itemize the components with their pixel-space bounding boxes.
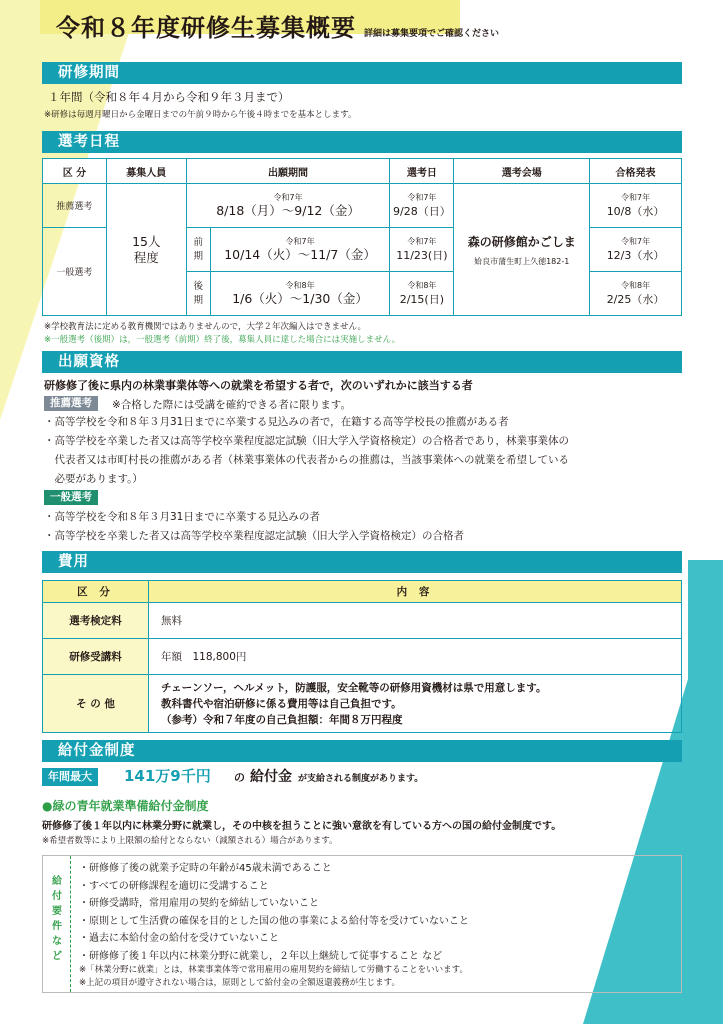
- section-heading-qualification: 出願資格: [42, 351, 682, 373]
- fees-label: 研修受講料: [43, 639, 149, 675]
- period-line: １年間（令和８年４月から令和９年３月まで）: [48, 90, 290, 104]
- first-period-year: 令和7年: [285, 236, 315, 246]
- first-term-char1: 前: [193, 236, 203, 248]
- th-category: 区 分: [43, 159, 107, 184]
- fees-th-content: 内 容: [149, 581, 682, 603]
- benefit-subheading: ●緑の青年就業準備給付金制度: [42, 799, 209, 813]
- fees-table: [42, 580, 682, 733]
- fees-label: そ の 他: [43, 675, 149, 733]
- second-result-cell: [590, 272, 682, 316]
- first-exam-year: 令和7年: [407, 236, 437, 246]
- general-item-1: ・高等学校を令和８年３月31日までに卒業する見込みの者: [44, 511, 320, 523]
- capacity-suffix: 程度: [133, 249, 159, 265]
- fees-value: 無料: [149, 603, 682, 639]
- recommend-item-2b: 代表者又は市町村長の推薦がある者（林業事業体の代表者からの推薦は，当該事業体への就業を希望している: [44, 454, 569, 466]
- side-char: 給: [52, 876, 62, 887]
- rec-result-cell: [590, 184, 682, 228]
- page-title: 令和８年度研修生募集概要: [56, 14, 356, 42]
- capacity-cell: [106, 184, 186, 316]
- second-term-char1: 後: [193, 280, 203, 292]
- rec-exam-year: 令和7年: [407, 192, 437, 202]
- benefit-of: の: [234, 771, 245, 784]
- fees-other-line-3: （参考）令和７年度の自己負担額：年間８万円程度: [161, 713, 403, 726]
- second-period-cell: [210, 272, 390, 316]
- requirement-note-1: ※「林業分野に就業」とは，林業事業体等で常用雇用の雇用契約を締結して労働することをいいます。: [79, 965, 468, 975]
- recommend-item-2: ・高等学校を卒業した者又は高等学校卒業程度認定試験（旧大学入学資格検定）の合格者であり，林業事業体の: [44, 435, 569, 447]
- requirement-item: ・原則として生活費の確保を目的とした国の他の事業による給付等を受けていないこと: [79, 915, 469, 927]
- requirements-notes: [79, 964, 468, 990]
- side-char: な: [52, 936, 62, 947]
- second-period: 1/6（火）〜1/30（金）: [232, 290, 368, 306]
- side-char: 件: [52, 921, 62, 932]
- decor-teal-strip: [688, 560, 723, 1024]
- fees-th-category: 区 分: [43, 581, 149, 603]
- requirements-side-label: [43, 856, 71, 992]
- venue-cell: [454, 184, 590, 316]
- section-heading-benefit: 給付金制度: [42, 740, 682, 762]
- venue-name: 森の研修館かごしま: [467, 234, 576, 249]
- row-label-recommend: 推薦選考: [43, 184, 107, 228]
- schedule-header-row: [43, 159, 682, 184]
- schedule-row-recommend: [43, 184, 682, 228]
- fees-row: [43, 639, 682, 675]
- second-result-year: 令和8年: [621, 280, 651, 290]
- row-label-general: 一般選考: [43, 228, 107, 316]
- requirement-item: ・研修修了後１年以内に林業分野に就業し，２年以上継続して従事すること など: [79, 950, 443, 962]
- general-badge: 一般選考: [44, 490, 98, 505]
- side-char: 要: [52, 906, 62, 917]
- section-heading-period: 研修期間: [42, 62, 682, 84]
- requirement-item: ・研修受講時，常用雇用の契約を締結していないこと: [79, 898, 319, 909]
- fees-row: [43, 675, 682, 733]
- requirements-list: [79, 860, 469, 965]
- capacity: 15人: [132, 233, 161, 249]
- rec-period: 8/18（月）〜9/12（金）: [216, 202, 360, 218]
- recommend-item-2c: 必要があります。）: [44, 473, 143, 485]
- th-result: 合格発表: [590, 159, 682, 184]
- general-item-2: ・高等学校を卒業した者又は高等学校卒業程度認定試験（旧大学入学資格検定）の合格者: [44, 530, 464, 542]
- period-note: ※研修は毎週月曜日から金曜日までの午前９時から午後４時までを基本とします。: [44, 110, 357, 120]
- rec-period-cell: [186, 184, 390, 228]
- th-venue: 選考会場: [454, 159, 590, 184]
- requirements-box: [42, 855, 682, 993]
- first-result: 12/3（水）: [606, 248, 665, 262]
- first-exam: 11/23(日): [396, 248, 448, 262]
- first-term-char2: 期: [193, 250, 203, 262]
- fees-other-line-1: チェーンソー，ヘルメット，防護服，安全靴等の研修用資機材は県で用意します。: [161, 681, 547, 694]
- second-term-char2: 期: [193, 294, 203, 306]
- recommend-item-1: ・高等学校を令和８年３月31日までに卒業する見込みの者で，在籍する高等学校長の推薦がある者: [44, 416, 509, 428]
- second-exam-cell: [390, 272, 454, 316]
- requirement-note-2: ※上記の項目が遵守されない場合は，原則として給付金の全額返還義務が生じます。: [79, 978, 400, 988]
- benefit-kyufu: 給付金: [250, 769, 292, 785]
- side-char: ど: [52, 951, 62, 962]
- fees-value: 年額 118,800円: [149, 639, 682, 675]
- first-exam-cell: [390, 228, 454, 272]
- second-result: 2/25（水）: [606, 292, 665, 306]
- section-heading-schedule: 選考日程: [42, 131, 682, 153]
- fees-other-line-2: 教科書代や宿泊研修に係る費用等は自己負担です。: [161, 697, 402, 710]
- rec-exam: 9/28（日）: [393, 204, 451, 218]
- side-char: 付: [52, 891, 62, 902]
- qualification-lead: 研修修了後に県内の林業事業体等への就業を希望する者で，次のいずれかに該当する者: [44, 379, 473, 392]
- first-term-label: [186, 228, 210, 272]
- th-exam-date: 選考日: [390, 159, 454, 184]
- requirement-item: ・すべての研修課程を適切に受講すること: [79, 880, 269, 892]
- fees-label: 選考検定料: [43, 603, 149, 639]
- fees-row: [43, 603, 682, 639]
- requirement-item: ・過去に本給付金の給付を受けていないこと: [79, 933, 279, 944]
- title-row: [56, 8, 499, 43]
- th-capacity: 募集人員: [106, 159, 186, 184]
- first-period: 10/14（火）〜11/7（金）: [224, 246, 376, 262]
- second-exam-year: 令和8年: [407, 280, 437, 290]
- rec-period-year: 令和7年: [273, 192, 303, 202]
- requirement-item: ・研修修了後の就業予定時の年齢が45歳未満であること: [79, 863, 332, 874]
- second-period-year: 令和8年: [285, 280, 315, 290]
- rec-result-year: 令和7年: [621, 192, 651, 202]
- venue-address: 姶良市蒲生町上久徳182-1: [474, 256, 570, 266]
- title-note: 詳細は募集要項でご確認ください: [364, 29, 500, 39]
- benefit-desc: 研修修了後１年以内に林業分野に就業し，その中核を担うことに強い意欲を有している方への国の給付金制度です。: [42, 821, 562, 832]
- th-period: 出願期間: [186, 159, 390, 184]
- fees-value-multi: [149, 675, 682, 733]
- section-heading-fees: 費用: [42, 551, 682, 573]
- fees-header-row: [43, 581, 682, 603]
- first-result-year: 令和7年: [621, 236, 651, 246]
- schedule-note-2: ※一般選考（後期）は，一般選考（前期）終了後，募集人員に達した場合には実施しません。: [44, 335, 401, 345]
- recommend-note: ※合格した際には受講を確約できる者に限ります。: [112, 399, 351, 411]
- schedule-note-1: ※学校教育法に定める教育機関ではありませんので，大学２年次編入はできません。: [44, 322, 366, 332]
- recommend-badge: 推薦選考: [44, 396, 98, 411]
- second-term-label: [186, 272, 210, 316]
- benefit-tail: が支給される制度があります。: [298, 774, 424, 784]
- max-badge: 年間最大: [42, 768, 98, 786]
- second-exam: 2/15(日): [399, 292, 445, 306]
- benefit-desc-note: ※希望者数等により上限額の給付とならない（減額される）場合があります。: [42, 836, 338, 846]
- rec-exam-cell: [390, 184, 454, 228]
- first-period-cell: [210, 228, 390, 272]
- schedule-table: [42, 158, 682, 316]
- benefit-amount: 141万9千円: [124, 767, 211, 785]
- rec-result: 10/8（水）: [606, 204, 665, 218]
- first-result-cell: [590, 228, 682, 272]
